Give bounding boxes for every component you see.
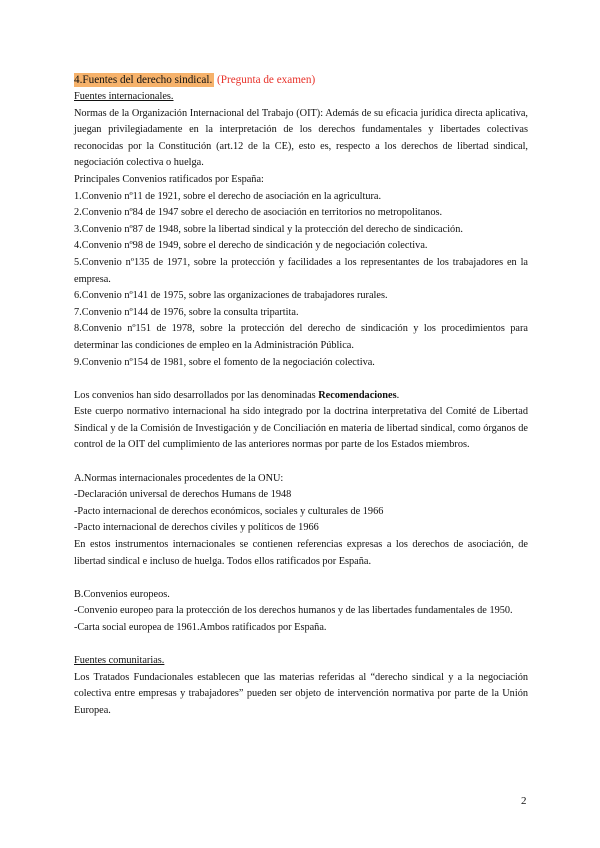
paragraph-cuerpo-normativo: Este cuerpo normativo internacional ha sido integrado por la doctrina interpretativa del Comité de Libertad Sindical y de la Comisión de Investigación y de Conciliación en materia de libertad sindical, como órganos de control de la OIT del cumplimiento de las anteriores normas por parte de los Estados miembros. <box>74 406 528 451</box>
page-content <box>74 72 528 720</box>
section-heading <box>74 72 528 88</box>
subheading-internacionales: Fuentes internacionales. <box>74 91 174 102</box>
onu-item: -Pacto internacional de derechos civiles y políticos de 1966 <box>74 522 319 534</box>
convenio-item: 4.Convenio nº98 de 1949, sobre el derecho de sindicación y de negociación colectiva. <box>74 240 428 252</box>
paragraph-recomendaciones <box>74 388 528 405</box>
page-number: 2 <box>521 795 527 807</box>
onu-item: -Declaración universal de derechos Humans de 1948 <box>74 489 292 501</box>
europeos-item: -Carta social europea de 1961.Ambos ratificados por España. <box>74 622 327 633</box>
europeos-item: -Convenio europeo para la protección de los derechos humanos y de las libertades fundamentales de 1950. <box>74 605 513 617</box>
spacer <box>74 371 528 388</box>
paragraph-oit: Normas de la Organización Internacional del Trabajo (OIT): Además de su eficacia jurídica directa aplicativa, juegan privilegiadamente en la interpretación de los derechos fundamentales y libertades colectivas reconocidas por la Constitución (art.12 de la CE), esto es, respecto a los derechos de libertad sindical, negociación colectiva o huelga. <box>74 107 528 169</box>
spacer <box>74 454 528 471</box>
section-title: 4.Fuentes del derecho sindical. <box>74 74 213 86</box>
recomendaciones-suffix: . <box>396 389 400 401</box>
convenio-item: 2.Convenio nº84 de 1947 sobre el derecho de asociación en territorios no metropolitanos. <box>74 207 443 219</box>
convenios-heading: Principales Convenios ratificados por España: <box>74 173 264 185</box>
spacer <box>74 570 528 587</box>
convenio-item: 5.Convenio nº135 de 1971, sobre la protección y facilidades a los representantes de los trabajadores en la empresa. <box>74 256 528 285</box>
recomendaciones-prefix: Los convenios han sido desarrollados por las denominadas <box>74 389 319 401</box>
convenio-item: 8.Convenio nº151 de 1978, sobre la protección del derecho de sindicación y los procedimientos para determinar las condiciones de empleo en la Administración Pública. <box>74 323 528 351</box>
convenio-item: 1.Convenio nº11 de 1921, sobre el derecho de asociación en la agricultura. <box>74 190 382 202</box>
spacer <box>74 637 528 654</box>
onu-item: -Pacto internacional de derechos económicos, sociales y culturales de 1966 <box>74 505 384 517</box>
convenio-item: 7.Convenio nº144 de 1976, sobre la consulta tripartita. <box>74 306 299 318</box>
convenio-item: 6.Convenio nº141 de 1975, sobre las organizaciones de trabajadores rurales. <box>74 290 388 302</box>
onu-note: En estos instrumentos internacionales se contienen referencias expresas a los derechos de asociación, de libertad sindical e incluso de huelga. Todos ellos ratificados por España. <box>74 539 528 567</box>
exam-note: (Pregunta de examen) <box>217 74 316 86</box>
onu-heading: A.Normas internacionales procedentes de la ONU: <box>74 472 284 484</box>
europeos-heading: B.Convenios europeos. <box>74 588 170 600</box>
convenio-item: 3.Convenio nº87 de 1948, sobre la libertad sindical y la protección del derecho de sindicación. <box>74 223 463 235</box>
subheading-comunitarias: Fuentes comunitarias. <box>74 655 165 667</box>
recomendaciones-term: Recomendaciones <box>318 389 397 401</box>
paragraph-comunitarias: Los Tratados Fundacionales establecen que las materias referidas al “derecho sindical y a la negociación colectiva entre empresas y trabajadores” pueden ser objeto de intervención normativa por parte de la Unión Europea. <box>74 671 528 716</box>
convenio-item: 9.Convenio nº154 de 1981, sobre el fomento de la negociación colectiva. <box>74 356 375 368</box>
